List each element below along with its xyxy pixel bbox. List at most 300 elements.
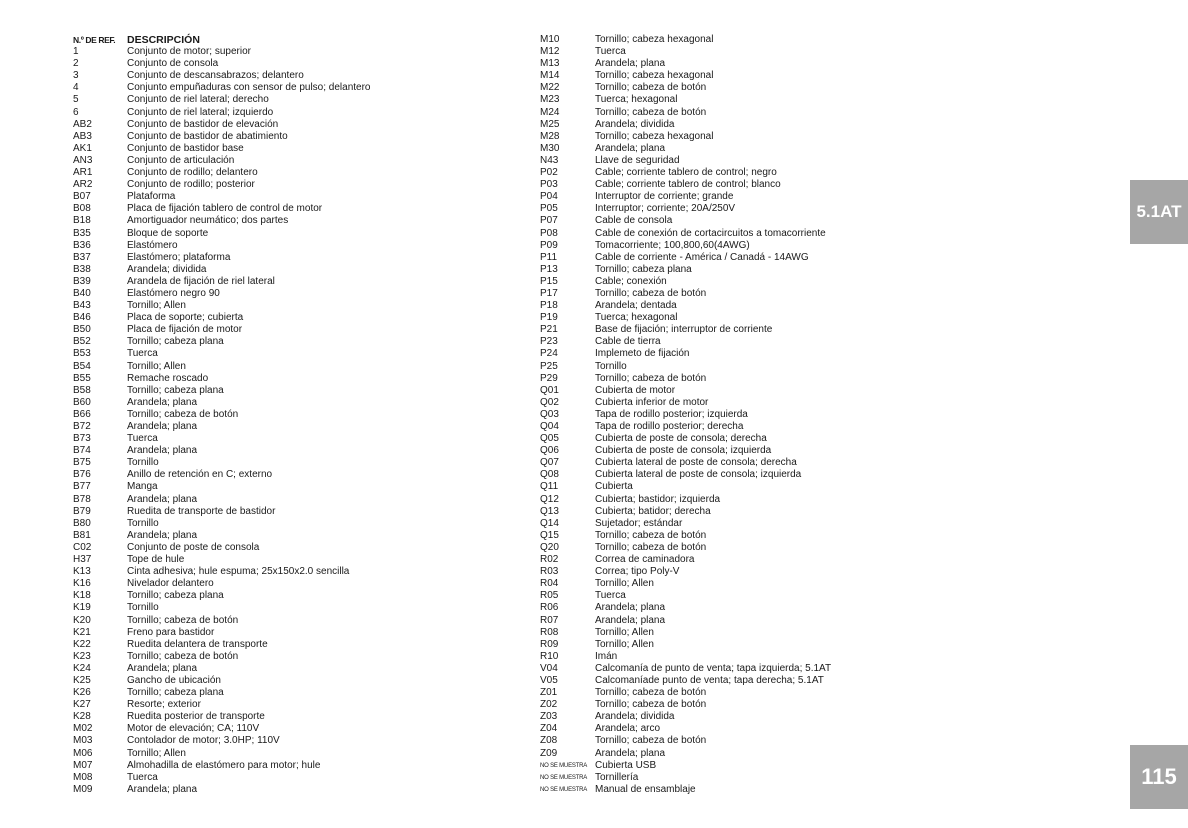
- part-row: [73, 772, 493, 784]
- part-description: Tornillo; cabeza plana: [127, 687, 224, 699]
- part-description: Tornillo; cabeza de botón: [595, 372, 707, 384]
- part-row: [540, 361, 920, 373]
- part-row: [73, 409, 493, 421]
- part-description: Arandela; plana: [595, 58, 666, 70]
- part-description: Conjunto de bastidor de abatimiento: [127, 130, 288, 142]
- part-ref: Q11: [540, 481, 559, 493]
- part-row: [73, 784, 493, 796]
- part-description: Interruptor; corriente; 20A/250V: [595, 203, 736, 215]
- part-ref: K19: [73, 602, 91, 614]
- part-row: [540, 711, 920, 723]
- part-row: [73, 651, 493, 663]
- part-ref: AB3: [73, 130, 92, 142]
- part-description: Cable de consola: [595, 215, 673, 227]
- part-ref: B39: [73, 275, 91, 287]
- part-ref: NO SE MUESTRA: [540, 762, 588, 769]
- part-row: [540, 58, 920, 70]
- part-row: [540, 143, 920, 155]
- part-description: Tope de hule: [127, 554, 185, 566]
- part-ref: B36: [73, 239, 91, 251]
- part-description: Tornillo; cabeza de botón: [595, 735, 707, 747]
- part-ref: R09: [540, 638, 559, 650]
- part-row: [73, 252, 493, 264]
- part-ref: Z09: [540, 747, 558, 759]
- part-description: Conjunto de bastidor de elevación: [127, 118, 279, 130]
- part-description: Arandela; plana: [595, 614, 666, 626]
- part-ref: M24: [540, 106, 560, 118]
- part-ref: B38: [73, 263, 91, 275]
- part-row: [540, 348, 920, 360]
- part-ref: B72: [73, 421, 91, 432]
- part-ref: B75: [73, 457, 91, 469]
- part-ref: 2: [73, 58, 79, 70]
- part-row: [73, 760, 493, 772]
- part-row: [540, 469, 920, 481]
- part-description: Conjunto de riel lateral; izquierdo: [127, 106, 274, 118]
- part-ref: P05: [540, 203, 558, 215]
- part-row: [73, 361, 493, 373]
- part-description: Conjunto de riel lateral; derecho: [127, 94, 269, 106]
- part-row: [73, 554, 493, 566]
- part-description: Arandela; dividida: [595, 118, 675, 130]
- part-ref: B35: [73, 227, 91, 239]
- part-description: Contolador de motor; 3.0HP; 110V: [127, 735, 280, 747]
- part-description: Arandela; plana: [127, 493, 198, 505]
- part-description: Tornillo: [127, 602, 159, 614]
- part-description: Remache roscado: [127, 372, 209, 384]
- part-row: [73, 494, 493, 506]
- part-row: [540, 336, 920, 348]
- part-row: [73, 94, 493, 106]
- part-ref: K22: [73, 638, 91, 650]
- part-description: Arandela; dentada: [595, 300, 677, 312]
- part-row: [73, 711, 493, 723]
- part-description: Conjunto de consola: [127, 58, 219, 70]
- part-row: [73, 457, 493, 469]
- part-description: Tomacorriente; 100,800,60(4AWG): [595, 239, 750, 251]
- part-row: [73, 240, 493, 252]
- part-description: Conjunto de motor; superior: [127, 46, 251, 58]
- part-description: Interruptor de corriente; grande: [595, 191, 734, 203]
- part-row: [73, 699, 493, 711]
- part-ref: P24: [540, 348, 558, 360]
- part-description: Cable de corriente - América / Canadá - 14AWG: [595, 251, 809, 263]
- part-ref: Q12: [540, 493, 559, 505]
- part-description: Tornillo; Allen: [127, 747, 186, 759]
- part-row: [540, 518, 920, 530]
- part-ref: M23: [540, 94, 560, 106]
- part-row: [73, 324, 493, 336]
- part-row: [540, 760, 920, 772]
- part-description: Tornillo; Allen: [127, 300, 186, 312]
- part-row: [540, 542, 920, 554]
- part-row: [540, 300, 920, 312]
- part-ref: R10: [540, 650, 559, 662]
- part-description: Tornillo: [127, 457, 159, 469]
- part-ref: Z04: [540, 723, 558, 735]
- part-ref: B77: [73, 481, 91, 493]
- part-row: [540, 264, 920, 276]
- part-row: [73, 312, 493, 324]
- part-ref: M25: [540, 118, 560, 130]
- part-row: [540, 191, 920, 203]
- part-description: Tornillo; cabeza plana: [127, 590, 224, 602]
- part-ref: 4: [73, 82, 79, 94]
- part-row: [73, 58, 493, 70]
- part-description: Tapa de rodillo posterior; izquierda: [595, 408, 748, 420]
- part-description: Cubierta lateral de poste de consola; izquierda: [595, 469, 802, 481]
- part-ref: 1: [73, 46, 79, 58]
- section-tab: 5.1AT: [1130, 180, 1188, 244]
- part-row: [540, 735, 920, 747]
- part-row: [73, 748, 493, 760]
- part-ref: Q13: [540, 505, 559, 517]
- part-description: Placa de soporte; cubierta: [127, 312, 244, 324]
- part-ref: P21: [540, 324, 558, 336]
- part-description: Ruedita posterior de transporte: [127, 711, 265, 723]
- part-description: Tornillo: [127, 517, 159, 529]
- part-row: [73, 663, 493, 675]
- part-description: Conjunto de rodillo; posterior: [127, 179, 255, 191]
- part-ref: H37: [73, 554, 92, 566]
- part-row: [73, 397, 493, 409]
- part-ref: K27: [73, 699, 91, 711]
- part-description: Tapa de rodillo posterior; derecha: [595, 421, 744, 432]
- part-row: [540, 530, 920, 542]
- part-ref: B78: [73, 493, 91, 505]
- part-row: [540, 772, 920, 784]
- part-ref: M10: [540, 34, 560, 45]
- part-ref: B40: [73, 287, 91, 299]
- part-ref: B07: [73, 191, 91, 203]
- part-ref: B60: [73, 396, 91, 408]
- part-ref: R03: [540, 566, 559, 578]
- part-ref: B43: [73, 300, 91, 312]
- part-ref: B08: [73, 203, 91, 215]
- part-ref: Q03: [540, 408, 559, 420]
- part-row: [540, 155, 920, 167]
- part-row: [73, 578, 493, 590]
- part-description: Nivelador delantero: [127, 578, 214, 590]
- page-number: 115: [1130, 745, 1188, 809]
- part-description: Correa; tipo Poly-V: [595, 566, 680, 578]
- part-ref: Z02: [540, 699, 558, 711]
- part-ref: B50: [73, 324, 91, 336]
- part-description: Calcomanía de punto de venta; tapa izquierda; 5.1AT: [595, 662, 832, 674]
- part-row: [540, 578, 920, 590]
- part-row: [540, 167, 920, 179]
- part-row: [540, 119, 920, 131]
- part-row: [73, 627, 493, 639]
- part-ref: Q06: [540, 445, 559, 457]
- part-description: Tornillo; cabeza de botón: [127, 408, 239, 420]
- part-description: Resorte; exterior: [127, 699, 201, 711]
- description-header: DESCRIPCIÓN: [127, 34, 200, 46]
- part-description: Cubierta; batidor; derecha: [595, 505, 711, 517]
- part-ref: Z03: [540, 711, 558, 723]
- part-row: [540, 554, 920, 566]
- part-ref: M09: [73, 783, 93, 795]
- part-row: [540, 288, 920, 300]
- part-ref: B54: [73, 360, 91, 372]
- part-row: [540, 373, 920, 385]
- part-row: [73, 70, 493, 82]
- part-row: [540, 70, 920, 82]
- part-ref: P29: [540, 372, 558, 384]
- part-description: Freno para bastidor: [127, 626, 215, 638]
- part-description: Tornillo; Allen: [595, 626, 654, 638]
- part-ref: R08: [540, 626, 559, 638]
- part-description: Cubierta USB: [595, 759, 657, 771]
- part-ref: B58: [73, 384, 91, 396]
- part-description: Arandela; dividida: [127, 263, 207, 275]
- part-row: [540, 663, 920, 675]
- part-ref: K16: [73, 578, 91, 590]
- part-ref: V04: [540, 662, 558, 674]
- part-ref: M07: [73, 759, 93, 771]
- part-description: Cubierta de poste de consola; izquierda: [595, 445, 772, 457]
- part-row: [540, 723, 920, 735]
- part-ref: M14: [540, 70, 560, 82]
- part-description: Placa de fijación de motor: [127, 324, 243, 336]
- part-description: Manga: [127, 481, 158, 493]
- part-description: Tornillo; Allen: [127, 360, 186, 372]
- part-row: [540, 252, 920, 264]
- part-row: [540, 651, 920, 663]
- parts-list-left: [73, 34, 493, 796]
- part-row: [73, 143, 493, 155]
- part-description: Tornillo; cabeza de botón: [127, 614, 239, 626]
- part-ref: K13: [73, 566, 91, 578]
- part-ref: M12: [540, 46, 560, 58]
- part-description: Motor de elevación; CA; 110V: [127, 723, 260, 735]
- part-description: Tuerca: [127, 348, 158, 360]
- part-description: Arandela; plana: [595, 747, 666, 759]
- part-ref: Q01: [540, 384, 559, 396]
- part-row: [540, 312, 920, 324]
- part-ref: N43: [540, 154, 559, 166]
- part-description: Plataforma: [127, 191, 176, 203]
- part-description: Tornillo; Allen: [595, 638, 654, 650]
- part-description: Tornillo; cabeza hexagonal: [595, 34, 714, 45]
- part-row: [540, 179, 920, 191]
- part-ref: P13: [540, 263, 558, 275]
- part-row: [73, 373, 493, 385]
- part-description: Cubierta: [595, 481, 633, 493]
- part-row: [73, 735, 493, 747]
- part-description: Elastómero; plataforma: [127, 251, 231, 263]
- part-description: Arandela; plana: [127, 783, 198, 795]
- part-description: Tornillo; cabeza hexagonal: [595, 130, 714, 142]
- part-description: Placa de fijación tablero de control de motor: [127, 203, 323, 215]
- part-description: Cubierta lateral de poste de consola; derecha: [595, 457, 797, 469]
- part-ref: B52: [73, 336, 91, 348]
- part-row: [540, 240, 920, 252]
- part-description: Tuerca: [595, 46, 626, 58]
- part-description: Elastómero: [127, 239, 178, 251]
- part-description: Tornillo: [595, 360, 627, 372]
- part-row: [540, 639, 920, 651]
- part-description: Conjunto de rodillo; delantero: [127, 167, 258, 179]
- part-ref: AR2: [73, 179, 93, 191]
- part-row: [540, 506, 920, 518]
- part-ref: P15: [540, 275, 558, 287]
- part-ref: Q20: [540, 541, 559, 553]
- part-ref: C02: [73, 541, 92, 553]
- part-description: Manual de ensamblaje: [595, 783, 696, 795]
- part-row: [540, 421, 920, 433]
- part-description: Anillo de retención en C; externo: [127, 469, 273, 481]
- part-description: Amortiguador neumático; dos partes: [127, 215, 289, 227]
- part-row: [73, 723, 493, 735]
- part-row: [73, 131, 493, 143]
- part-ref: P09: [540, 239, 558, 251]
- part-ref: 5: [73, 94, 79, 106]
- part-ref: Q15: [540, 529, 559, 541]
- part-row: [73, 107, 493, 119]
- part-ref: P04: [540, 191, 558, 203]
- part-description: Arandela; plana: [127, 445, 198, 457]
- part-row: [540, 94, 920, 106]
- part-row: [540, 784, 920, 796]
- part-description: Cable; corriente tablero de control; blanco: [595, 179, 781, 191]
- part-description: Conjunto de bastidor base: [127, 142, 244, 154]
- part-ref: P08: [540, 227, 558, 239]
- part-row: [540, 481, 920, 493]
- part-row: [73, 191, 493, 203]
- part-ref: Z01: [540, 687, 558, 699]
- part-ref: B18: [73, 215, 91, 227]
- part-ref: P23: [540, 336, 558, 348]
- part-row: [540, 409, 920, 421]
- part-ref: B66: [73, 408, 91, 420]
- part-ref: B53: [73, 348, 91, 360]
- part-row: [540, 385, 920, 397]
- part-row: [73, 566, 493, 578]
- part-ref: K23: [73, 650, 91, 662]
- part-row: [73, 530, 493, 542]
- part-row: [540, 34, 920, 46]
- part-description: Cubierta de poste de consola; derecha: [595, 433, 767, 445]
- part-row: [73, 336, 493, 348]
- part-row: [73, 421, 493, 433]
- part-row: [73, 215, 493, 227]
- part-row: [73, 602, 493, 614]
- part-ref: P07: [540, 215, 558, 227]
- part-description: Sujetador; estándar: [595, 517, 683, 529]
- part-description: Arandela; plana: [127, 662, 198, 674]
- part-row: [73, 542, 493, 554]
- part-description: Llave de seguridad: [595, 154, 680, 166]
- part-ref: M03: [73, 735, 93, 747]
- part-description: Tuerca: [127, 433, 158, 445]
- part-ref: P11: [540, 251, 558, 263]
- part-description: Cable de tierra: [595, 336, 661, 348]
- part-ref: AR1: [73, 167, 93, 179]
- part-description: Arandela de fijación de riel lateral: [127, 275, 275, 287]
- part-ref: Q07: [540, 457, 559, 469]
- part-ref: NO SE MUESTRA: [540, 774, 588, 781]
- parts-list-right: [540, 34, 920, 796]
- part-description: Implemeto de fijación: [595, 348, 690, 360]
- part-row: [73, 288, 493, 300]
- part-ref: NO SE MUESTRA: [540, 786, 588, 793]
- part-row: [540, 203, 920, 215]
- part-ref: AN3: [73, 154, 93, 166]
- part-description: Tornillo; cabeza de botón: [595, 699, 707, 711]
- part-description: Conjunto de poste de consola: [127, 541, 260, 553]
- part-row: [540, 276, 920, 288]
- part-row: [540, 107, 920, 119]
- part-row: [540, 566, 920, 578]
- part-description: Cubierta inferior de motor: [595, 396, 709, 408]
- part-ref: K20: [73, 614, 91, 626]
- part-ref: R04: [540, 578, 559, 590]
- part-ref: B79: [73, 505, 91, 517]
- part-ref: M08: [73, 771, 93, 783]
- part-row: [73, 687, 493, 699]
- part-description: Tuerca; hexagonal: [595, 94, 678, 106]
- part-row: [73, 46, 493, 58]
- part-ref: R02: [540, 554, 559, 566]
- part-row: [540, 590, 920, 602]
- part-row: [540, 131, 920, 143]
- part-description: Arandela; plana: [127, 529, 198, 541]
- part-description: Cubierta de motor: [595, 384, 676, 396]
- part-description: Tornillo; cabeza de botón: [127, 650, 239, 662]
- part-description: Tornillo; cabeza de botón: [595, 529, 707, 541]
- part-ref: B80: [73, 517, 91, 529]
- part-ref: M30: [540, 142, 560, 154]
- part-description: Almohadilla de elastómero para motor; hule: [127, 759, 321, 771]
- part-ref: Q08: [540, 469, 559, 481]
- part-description: Tuerca: [595, 590, 626, 602]
- part-ref: P18: [540, 300, 558, 312]
- part-row: [73, 445, 493, 457]
- part-ref: B46: [73, 312, 91, 324]
- part-ref: M13: [540, 58, 560, 70]
- part-row: [540, 324, 920, 336]
- part-row: [540, 687, 920, 699]
- part-description: Conjunto de descansabrazos; delantero: [127, 70, 304, 82]
- part-row: [540, 433, 920, 445]
- part-description: Tornillo; cabeza de botón: [595, 541, 707, 553]
- part-ref: R07: [540, 614, 559, 626]
- part-row: [73, 348, 493, 360]
- part-description: Arandela; dividida: [595, 711, 675, 723]
- part-description: Tornillo; cabeza de botón: [595, 106, 707, 118]
- part-row: [540, 615, 920, 627]
- part-description: Ruedita de transporte de bastidor: [127, 505, 276, 517]
- part-ref: Z08: [540, 735, 558, 747]
- part-ref: M22: [540, 82, 560, 94]
- part-ref: K21: [73, 626, 91, 638]
- part-description: Tornillo; cabeza plana: [595, 263, 692, 275]
- part-row: [73, 264, 493, 276]
- part-description: Imán: [595, 650, 618, 662]
- part-row: [540, 46, 920, 58]
- part-description: Tornillo; Allen: [595, 578, 654, 590]
- part-row: [73, 82, 493, 94]
- part-ref: M06: [73, 747, 93, 759]
- part-ref: K24: [73, 662, 91, 674]
- part-row: [73, 203, 493, 215]
- part-row: [73, 228, 493, 240]
- part-row: [540, 494, 920, 506]
- part-ref: 6: [73, 106, 79, 118]
- part-row: [540, 627, 920, 639]
- part-description: Tuerca; hexagonal: [595, 312, 678, 324]
